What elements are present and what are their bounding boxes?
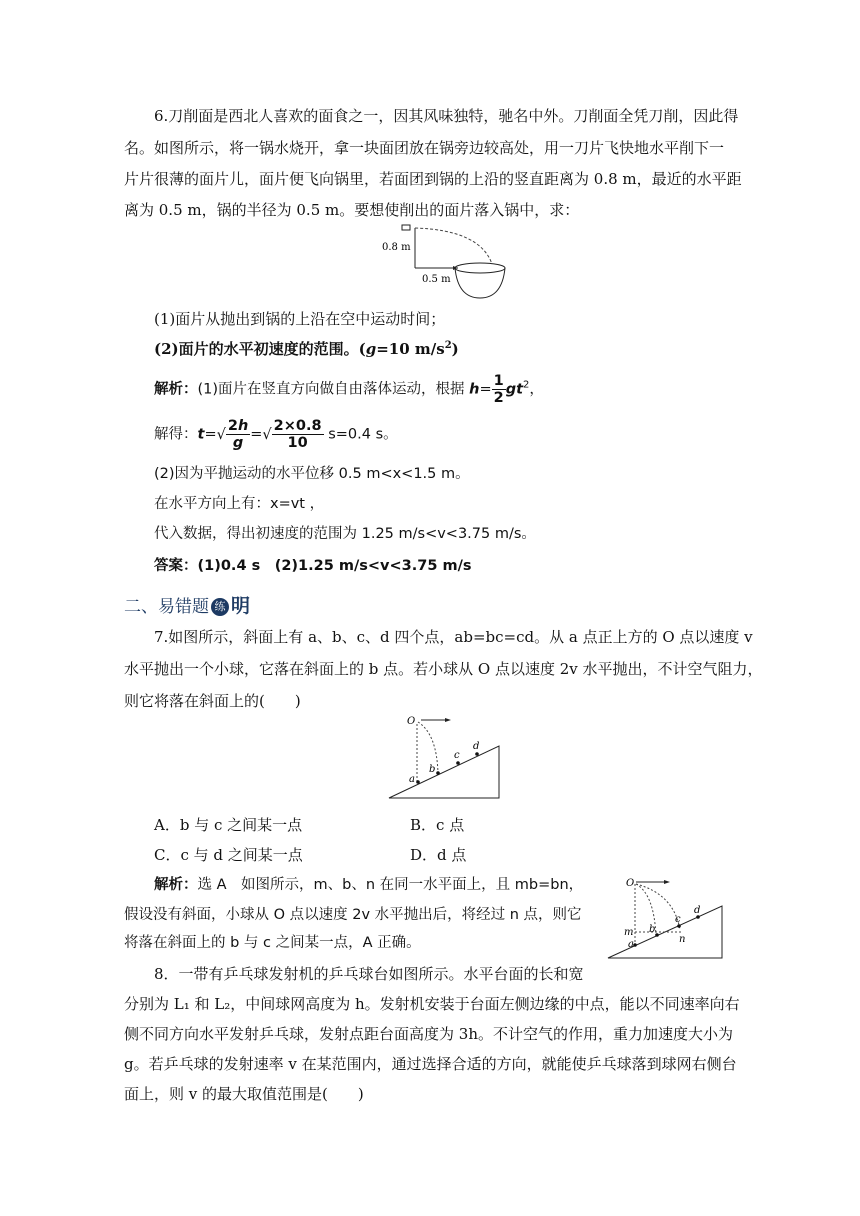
q8-line-2: 分别为 L₁ 和 L₂，中间球网高度为 h。发射机安装于台面左侧边缘的中点，能以不同速率向右 [124,995,740,1013]
label-b: b [429,764,436,775]
q7-line-2: 水平抛出一个小球，它落在斜面上的 b 点。若小球从 O 点以速度 2v 水平抛出，不计空气阻力， [124,660,763,678]
q7-option-a: A．b 与 c 之间某一点 [154,816,303,834]
slope-diagram [385,712,505,802]
slope-solution-diagram [604,872,724,964]
q6-solution-5: 代入数据，得出初速度的范围为 1.25 m/s<v<3.75 m/s。 [154,526,536,542]
q6-line-1: 6.刀削面是西北人喜欢的面食之一，因其风味独特，驰名中外。刀削面全凭刀削，因此得 [154,107,739,125]
label-d: d [473,741,480,752]
q8-line-4: g。若乒乓球的发射速率 v 在某范围内，通过选择合适的方向，就能使乒乓球落到球网右侧台 [124,1055,737,1073]
q6-sub-2: (2)面片的水平初速度的范围。(g=10 $m/s^2$) [154,340,459,358]
distance-label: 0.5 m [422,274,451,285]
height-label: 0.8 m [382,242,411,253]
q8-line-3: 侧不同方向水平发射乒乓球，发射点距台面高度为 3h。不计空气的作用，重力加速度大小为 [124,1025,733,1043]
fig2-label-d: d [694,905,701,916]
fig2-label-m: m [624,927,634,938]
q6-line-4: 离为 0.5 m，锅的半径为 0.5 m。要想使削出的面片落入锅中，求： [124,201,580,219]
fig2-label-c: c [675,914,681,925]
q6-solution-3: (2)因为平抛运动的水平位移 0.5 m<x<1.5 m。 [154,466,470,482]
q7-line-1: 7.如图所示，斜面上有 a、b、c、d 四个点，ab=bc=cd。从 a 点正上方的 O 点以速度 v [154,628,753,646]
fig2-label-n: n [679,934,686,945]
pot-diagram [380,224,510,302]
q8-line-1: 8．一带有乒乓球发射机的乒乓球台如图所示。水平台面的长和宽 [154,965,584,983]
q6-answer: 答案：(1)0.4 s (2)1.25 m/s<v<3.75 m/s [154,558,472,574]
fig2-label-b: b [649,924,656,935]
label-O: O [407,716,416,727]
practice-badge: 练 [211,598,229,616]
q6-solution-2: 解得：t=√ $\frac{2h}{g}$ =√ $\frac{2\times 0.8}{10}$ s=0.4 s。 [154,418,398,451]
q7-line-3: 则它将落在斜面上的( ) [124,692,301,710]
q7-solution-1: 解析：选 A 如图所示，m、b、n 在同一水平面上，且 mb=bn， [154,877,584,893]
fig2-label-a: a [628,939,634,950]
q7-solution-3: 将落在斜面上的 b 与 c 之间某一点，A 正确。 [124,935,421,951]
q6-line-2: 名。如图所示，将一锅水烧开，拿一块面团放在锅旁边较高处，用一刀片飞快地水平削下一 [124,139,725,157]
q6-sub-1: (1)面片从抛出到锅的上沿在空中运动时间； [154,310,446,328]
section-title: 二、易错题 练 明 [124,595,251,617]
q7-option-d: D．d 点 [410,846,467,864]
q8-line-5: 面上，则 v 的最大取值范围是( ) [124,1085,364,1103]
label-a: a [409,774,415,785]
q7-solution-2: 假设没有斜面，小球从 O 点以速度 2v 水平抛出后，将经过 n 点，则它 [124,907,582,923]
q6-solution-1: 解析：(1)面片在竖直方向做自由落体运动，根据 h= $\frac{1}{2}$ $gt^2$， [154,373,544,406]
label-c: c [454,750,460,761]
q7-option-c: C．c 与 d 之间某一点 [154,846,303,864]
fig2-label-O: O [626,878,635,889]
q7-option-b: B．c 点 [410,816,465,834]
q6-solution-4: 在水平方向上有：x=vt ， [154,496,325,512]
q6-line-3: 片片很薄的面片儿，面片便飞向锅里，若面团到锅的上沿的竖直距离为 0.8 m，最近的水平距 [124,170,742,188]
